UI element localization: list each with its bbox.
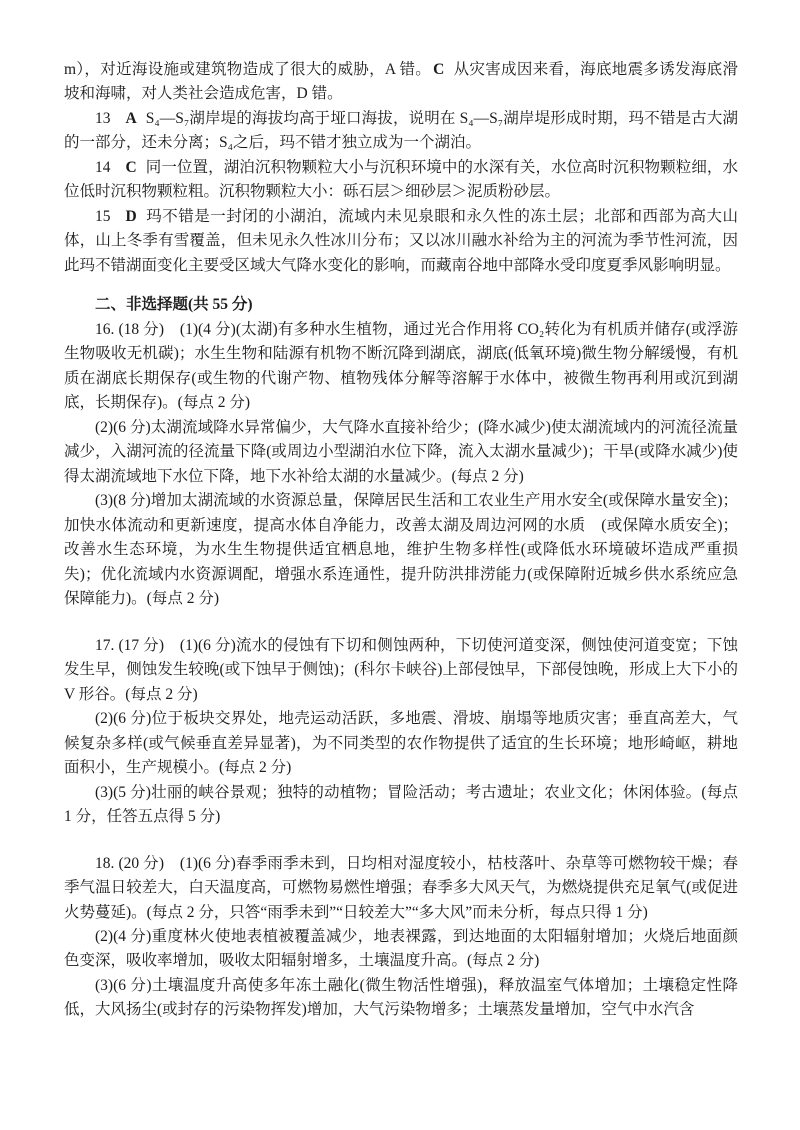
answer-18-part-1: 18. (20 分) (1)(6 分)春季雨季未到，日均相对湿度较小，枯枝落叶、杂草等可燃物较干燥；春季气温日较差大，白天温度高，可燃物易燃性增强；春季多大风天气，为燃烧提供充足氧气(或促进火势蔓延)。(每点 2 分，只答“雨季未到”“日较差大”“多大风”而未分析，每点只得 1 分) xyxy=(64,854,738,921)
q12-tail-pre: m），对近海设施或建筑物造成了很大的威胁，A 错。 xyxy=(64,61,432,78)
answer-14-letter: C xyxy=(125,158,137,176)
answer-17-part-3: (3)(5 分)壮丽的峡谷景观；独特的动植物；冒险活动；考古遗址；农业文化；休闲体验。(每点 1 分，任答五点得 5 分) xyxy=(64,783,738,826)
paragraph-answer-14 xyxy=(64,156,738,205)
question-14-number: 14 xyxy=(95,158,111,176)
answer-16-part-3: (3)(8 分)增加太湖流域的水资源总量，保障居民生活和工农业生产用水安全(或保障水量安全)；加快水体流动和更新速度，提高水体自净能力，改善太湖及周边河网的水质 (或保障水质安全)；改善水生态环境，为水生生物提供适宜栖息地，维护生物多样性(或降低水环境破坏造成严重损失)；优化流域内水资源调配，增强水系连通性，提升防洪排涝能力(或保障附近城乡供水系统应急保障能力)。(每点 2 分) xyxy=(64,492,738,608)
q12-tail-post: 从灾害成因来看，海底地震多诱发海底滑坡和海啸，对人类社会造成危害，D 错。 xyxy=(64,61,738,103)
answer-17-part-1: 17. (17 分) (1)(6 分)流水的侵蚀有下切和侧蚀两种，下切使河道变深，侧蚀使河道变宽；下蚀发生早，侧蚀发生较晚(或下蚀早于侧蚀)；(科尔卡峡谷)上部侵蚀早，下部侵蚀晚，形成上大下小的 V 形谷。(每点 2 分) xyxy=(64,636,738,703)
q12-answer-letter: C xyxy=(433,61,445,78)
answer-13-text: S₄—S₇湖岸堤的海拔均高于垭口海拔，说明在 S₄—S₇湖岸堤形成时期，玛不错是古大湖的一部分，还未分离；S₄之后，玛不错才独立成为一个湖泊。 xyxy=(64,109,738,152)
answer-14-text: 同一位置，湖泊沉积物颗粒大小与沉积环境中的水深有关，水位高时沉积物颗粒细，水位低时沉积物颗粒粗。沉积物颗粒大小：砾石层＞细砂层＞泥质粉砂层。 xyxy=(64,158,738,201)
answer-17-part-2: (2)(6 分)位于板块交界处，地壳运动活跃，多地震、滑坡、崩塌等地质灾害；垂直高差大，气候复杂多样(或气候垂直差异显著)，为不同类型的农作物提供了适宜的生长环境；地形崎岖，耕地面积小，生产规模小。(每点 2 分) xyxy=(64,710,738,777)
answer-16-part-1: 16. (18 分) (1)(4 分)(太湖)有多种水生植物，通过光合作用将 CO₂转化为有机质并储存(或浮游生物吸收无机碳)；水生生物和陆源有机物不断沉降到湖底，湖底(低氧环境)微生物分解缓慢，有机质在湖底长期保存(或生物的代谢产物、植物残体分解等溶解于水体中，被微生物再利用或沉到湖底，长期保存)。(每点 2 分) xyxy=(64,320,738,412)
paragraph-answer-13 xyxy=(64,107,738,156)
question-15-number: 15 xyxy=(95,207,111,225)
answer-15-letter: D xyxy=(125,207,137,225)
answer-13-letter: A xyxy=(125,109,137,127)
paragraph-answer-15 xyxy=(64,205,738,278)
question-16-block xyxy=(64,318,738,612)
question-18-block xyxy=(64,852,738,1023)
section-2-heading: 二、非选择题(共 55 分) xyxy=(95,296,253,314)
question-13-number: 13 xyxy=(95,109,111,127)
question-17-block xyxy=(64,634,738,830)
answer-15-text: 玛不错是一封闭的小湖泊，流域内未见泉眼和永久性的冻土层；北部和西部为高大山体，山上冬季有雪覆盖，但未见永久性冰川分布；又以冰川融水补给为主的河流为季节性河流，因此玛不错湖面变化主要受区域大气降水变化的影响，而藏南谷地中部降水受印度夏季风影响明显。 xyxy=(64,207,738,274)
answer-18-part-2: (2)(4 分)重度林火使地表植被覆盖减少，地表裸露，到达地面的太阳辐射增加；火烧后地面颜色变深，吸收率增加，吸收太阳辐射增多，土壤温度升高。(每点 2 分) xyxy=(64,927,738,970)
answer-18-part-3: (3)(6 分)土壤温度升高使多年冻土融化(微生物活性增强)，释放温室气体增加；土壤稳定性降低，大风扬尘(或封存的污染物挥发)增加，大气污染物增多；土壤蒸发量增加，空气中水汽含 xyxy=(64,976,738,1019)
answer-16-part-2: (2)(6 分)太湖流域降水异常偏少，大气降水直接补给少；(降水减少)使太湖流域内的河流径流量减少，入湖河流的径流量下降(或周边小型湖泊水位下降，流入太湖水量减少)；干旱(或降水减少)使得太湖流域地下水位下降，地下水补给太湖的水量减少。(每点 2 分) xyxy=(64,418,738,485)
paragraph-q12-continuation xyxy=(64,58,738,107)
